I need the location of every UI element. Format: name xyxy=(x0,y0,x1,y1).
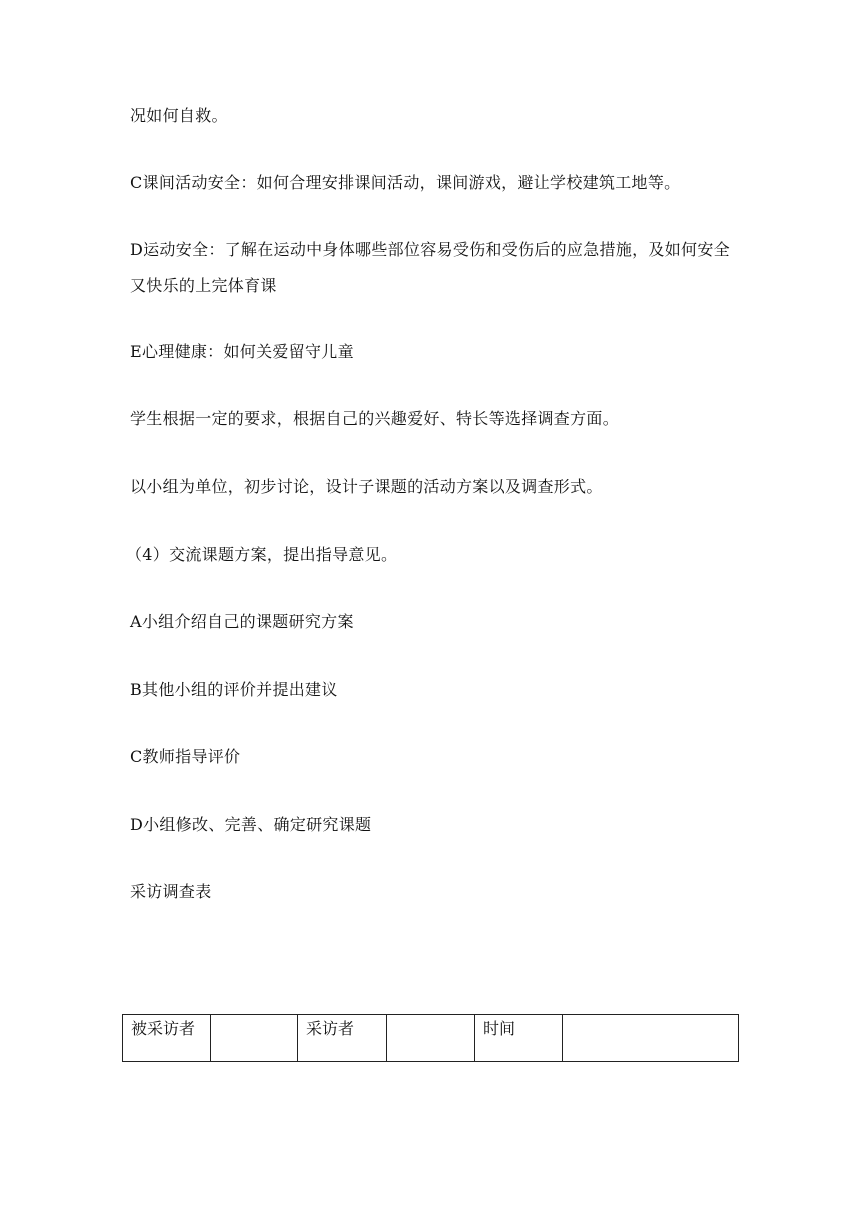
paragraph-group-introduce: A小组介绍自己的课题研究方案 xyxy=(130,612,354,631)
paragraph-choose-topic: 学生根据一定的要求，根据自己的兴趣爱好、特长等选择调查方面。 xyxy=(130,409,620,428)
paragraph-group-finalize: D小组修改、完善、确定研究课题 xyxy=(130,815,372,834)
paragraph-sports-safety: D运动安全：了解在运动中身体哪些部位容易受伤和受伤后的应急措施，及如何安全又快乐的上完体育课 xyxy=(130,240,730,295)
heading-survey-table: 采访调查表 xyxy=(130,882,212,901)
paragraph-exchange-plans: （4）交流课题方案，提出指导意见。 xyxy=(126,545,398,564)
table-cell-interviewee-label: 被采访者 xyxy=(123,1015,211,1062)
paragraph-other-groups-evaluate: B其他小组的评价并提出建议 xyxy=(130,680,338,699)
paragraph-group-discussion: 以小组为单位，初步讨论，设计子课题的活动方案以及调查形式。 xyxy=(130,477,603,496)
paragraph-recess-safety: C课间活动安全：如何合理安排课间活动，课间游戏，避让学校建筑工地等。 xyxy=(130,173,681,192)
paragraph-mental-health: E心理健康：如何关爱留守儿童 xyxy=(130,342,354,361)
table-cell-interviewer-value xyxy=(387,1015,475,1062)
table-cell-time-label: 时间 xyxy=(475,1015,563,1062)
paragraph-self-rescue: 况如何自救。 xyxy=(130,106,228,125)
table-row xyxy=(123,1015,739,1062)
survey-table xyxy=(122,1014,739,1062)
table-cell-interviewee-value xyxy=(211,1015,298,1062)
table-cell-interviewer-label: 采访者 xyxy=(298,1015,387,1062)
paragraph-teacher-guidance: C教师指导评价 xyxy=(130,747,241,766)
table-cell-time-value xyxy=(563,1015,739,1062)
